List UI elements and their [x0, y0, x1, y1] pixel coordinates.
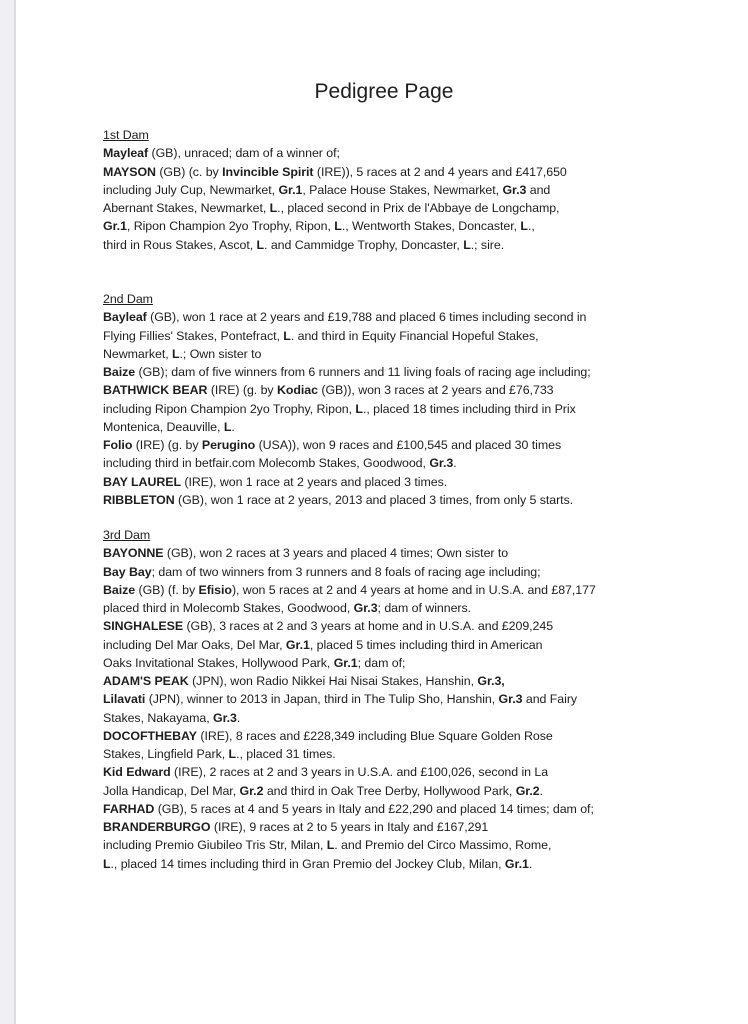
text-run: (IRE), 8 races and £228,349 including Blue Square Golden Rose: [197, 728, 553, 743]
page-title-text: Pedigree Page: [314, 80, 454, 103]
text-run: ; dam of winners.: [377, 601, 472, 615]
bold-run: Gr.2: [515, 783, 540, 798]
text-line: [103, 855, 673, 873]
text-run: Abernant Stakes, Newmarket,: [103, 201, 270, 215]
text-run: , Ripon Champion 2yo Trophy, Ripon,: [126, 219, 335, 234]
bold-run: Kodiac: [276, 383, 318, 398]
bold-run: RIBBLETON: [103, 492, 175, 507]
text-line: [103, 181, 673, 199]
text-line: [103, 199, 673, 217]
text-run: (IRE)), 5 races at 2 and 4 years and £417,650: [313, 164, 567, 179]
bold-run: ADAM'S PEAK: [103, 674, 189, 688]
text-run: (GB) (f. by: [135, 582, 199, 597]
bold-run: L: [326, 838, 335, 853]
text-run: . and third in Equity Financial Hopeful Stakes,: [290, 328, 539, 343]
bold-run: SINGHALESE: [103, 619, 184, 634]
bold-run: L: [228, 747, 237, 761]
bold-run: Bay Bay: [103, 564, 152, 579]
bold-run: Baize: [103, 582, 136, 597]
text-line: [103, 436, 673, 454]
text-run: (JPN), winner to 2013 in Japan, third in The Tulip Sho, Hanshin,: [145, 692, 499, 707]
section-3rd-dam: [103, 526, 673, 873]
text-run: , Palace House Stakes, Newmarket,: [302, 182, 503, 197]
text-run: .: [453, 456, 457, 471]
bold-run: L: [463, 237, 471, 252]
bold-run: Gr.3: [353, 601, 378, 615]
bold-run: Baize: [103, 365, 136, 379]
bold-run: Lilavati: [103, 692, 146, 707]
text-run: ; dam of two winners from 3 runners and 8 foals of racing age including;: [151, 564, 541, 579]
bold-run: L: [334, 219, 342, 234]
bold-run: Mayleaf: [103, 146, 149, 161]
bold-run: Gr.3: [429, 456, 454, 471]
text-line: [103, 400, 673, 418]
text-line: [103, 581, 673, 599]
bold-run: BAYONNE: [103, 546, 164, 561]
text-line: [103, 217, 673, 235]
text-run: (GB), 3 races at 2 and 3 years at home and in U.S.A. and £209,245: [183, 619, 554, 634]
text-run: (GB), won 2 races at 3 years and placed 4 times; Own sister to: [163, 546, 509, 561]
text-line: [103, 800, 673, 818]
text-line: [103, 672, 673, 690]
text-run: (GB), won 1 race at 2 years and £19,788 and placed 6 times including second in: [146, 310, 587, 325]
text-line: [103, 454, 673, 472]
text-run: Montenica, Deauville,: [103, 419, 224, 434]
text-line: [103, 709, 673, 727]
text-run: Jolla Handicap, Del Mar,: [103, 783, 240, 798]
section-heading: 2nd Dam: [103, 292, 153, 306]
text-line: [103, 308, 673, 326]
text-run: ., placed 18 times including third in Prix: [362, 401, 576, 416]
text-run: ., placed 14 times including third in Gran Premio del Jockey Club, Milan,: [110, 856, 505, 871]
text-line: [103, 144, 673, 162]
bold-run: Gr.1: [504, 856, 529, 871]
text-run: (JPN), won Radio Nikkei Hai Nisai Stakes, Hanshin,: [188, 674, 478, 688]
text-run: . and Cammidge Trophy, Doncaster,: [264, 237, 464, 252]
section-2nd-dam: [103, 290, 673, 509]
bold-run: Gr.3,: [477, 674, 505, 688]
text-run: including Ripon Champion 2yo Trophy, Ripon,: [103, 401, 356, 416]
text-line: [103, 617, 673, 635]
text-run: including July Cup, Newmarket,: [103, 182, 279, 197]
text-run: (GB), won 1 race at 2 years, 2013 and placed 3 times, from only 5 starts.: [174, 492, 574, 507]
text-run: ., placed 31 times.: [236, 747, 336, 761]
text-run: ), won 5 races at 2 and 4 years at home and in U.S.A. and £87,177: [231, 582, 596, 597]
text-line: [103, 836, 673, 854]
text-run: third in Rous Stakes, Ascot,: [103, 237, 257, 252]
bold-run: DOCOFTHEBAY: [103, 728, 197, 743]
section-body: [103, 144, 673, 254]
text-run: ., placed second in Prix de l'Abbaye de Longchamp,: [277, 201, 560, 215]
text-run: .: [236, 710, 241, 725]
text-line: [103, 236, 673, 254]
bold-run: L: [172, 346, 180, 361]
text-run: (GB), unraced; dam of a winner of;: [148, 146, 340, 161]
section-body: [103, 544, 673, 873]
section-heading: 3rd Dam: [103, 528, 151, 542]
text-run: ; dam of;: [357, 655, 406, 670]
text-run: (IRE), won 1 race at 2 years and placed 3 times.: [181, 474, 448, 489]
text-line: [103, 491, 673, 509]
text-run: and third in Oak Tree Derby, Hollywood Park,: [263, 783, 516, 798]
text-line: [103, 599, 673, 617]
text-line: [103, 345, 673, 363]
text-line: [103, 563, 673, 581]
text-run: , placed 5 times including third in American: [309, 637, 543, 652]
text-run: (GB) (c. by: [155, 164, 223, 179]
text-run: (IRE), 2 races at 2 and 3 years in U.S.A. and £100,026, second in La: [170, 765, 549, 780]
text-run: .,: [527, 219, 535, 234]
bold-run: L: [256, 237, 265, 252]
bold-run: BATHWICK BEAR: [103, 383, 208, 398]
text-line: [103, 363, 673, 381]
text-run: including Premio Giubileo Tris Str, Milan,: [103, 838, 327, 853]
bold-run: L: [223, 419, 232, 434]
text-run: placed third in Molecomb Stakes, Goodwood,: [103, 601, 354, 615]
text-run: (IRE) (g. by: [132, 438, 202, 452]
text-run: ., Wentworth Stakes, Doncaster,: [341, 219, 521, 234]
text-line: [103, 544, 673, 562]
bold-run: L: [269, 201, 278, 215]
text-run: .; sire.: [470, 237, 505, 252]
text-run: .: [528, 856, 533, 871]
text-line: [103, 690, 673, 708]
document-page: [16, 0, 748, 1024]
text-run: .; Own sister to: [179, 346, 262, 361]
text-line: [103, 818, 673, 836]
bold-run: Invincible Spirit: [222, 164, 314, 179]
text-line: [103, 654, 673, 672]
text-line: [103, 418, 673, 436]
text-run: and: [526, 182, 551, 197]
bold-run: Kid Edward: [103, 765, 171, 780]
text-line: [103, 473, 673, 491]
text-run: including Del Mar Oaks, Del Mar,: [103, 637, 286, 652]
text-run: and Fairy: [522, 692, 578, 707]
text-run: Newmarket,: [103, 346, 172, 361]
bold-run: Gr.1: [285, 637, 310, 652]
viewer-left-margin: [0, 0, 16, 1024]
bold-run: FARHAD: [103, 801, 155, 816]
bold-run: L: [103, 856, 111, 871]
text-line: [103, 163, 673, 181]
bold-run: L: [355, 401, 363, 416]
bold-run: Folio: [103, 438, 133, 452]
bold-run: BAY LAUREL: [103, 474, 181, 489]
text-line: [103, 782, 673, 800]
bold-run: Gr.3: [212, 710, 237, 725]
text-run: (GB)), won 3 races at 2 years and £76,733: [317, 383, 554, 398]
bold-run: Gr.1: [333, 655, 358, 670]
bold-run: Gr.2: [239, 783, 264, 798]
text-line: [103, 763, 673, 781]
text-run: including third in betfair.com Molecomb Stakes, Goodwood,: [103, 456, 430, 471]
text-run: . and Premio del Circo Massimo, Rome,: [334, 838, 552, 853]
text-line: [103, 381, 673, 399]
bold-run: Bayleaf: [103, 310, 147, 325]
bold-run: Gr.1: [278, 182, 303, 197]
bold-run: L: [283, 328, 291, 343]
text-run: Oaks Invitational Stakes, Hollywood Park,: [103, 655, 334, 670]
bold-run: Efisio: [198, 582, 232, 597]
text-run: (USA)), won 9 races and £100,545 and placed 30 times: [255, 438, 562, 452]
text-run: Stakes, Lingfield Park,: [103, 747, 229, 761]
bold-run: MAYSON: [103, 164, 156, 179]
page-title: [16, 80, 748, 104]
text-run: (IRE), 9 races at 2 to 5 years in Italy and £167,291: [210, 820, 489, 834]
bold-run: Gr.3: [498, 692, 523, 707]
text-line: [103, 327, 673, 345]
text-run: (IRE) (g. by: [207, 383, 277, 398]
text-run: .: [231, 419, 235, 434]
text-run: .: [539, 783, 544, 798]
text-run: (GB); dam of five winners from 6 runners and 11 living foals of racing age including;: [135, 365, 591, 379]
text-line: [103, 636, 673, 654]
section-1st-dam: [103, 126, 673, 254]
bold-run: Gr.3: [502, 182, 527, 197]
text-line: [103, 727, 673, 745]
bold-run: L: [520, 219, 528, 234]
bold-run: BRANDERBURGO: [103, 820, 211, 834]
section-heading: 1st Dam: [103, 128, 149, 142]
bold-run: Gr.1: [103, 219, 127, 234]
text-run: Flying Fillies' Stakes, Pontefract,: [103, 328, 284, 343]
section-body: [103, 308, 673, 509]
text-run: Stakes, Nakayama,: [103, 710, 213, 725]
text-line: [103, 745, 673, 763]
bold-run: Perugino: [201, 438, 256, 452]
text-run: (GB), 5 races at 4 and 5 years in Italy and £22,290 and placed 14 times; dam of;: [154, 801, 594, 816]
